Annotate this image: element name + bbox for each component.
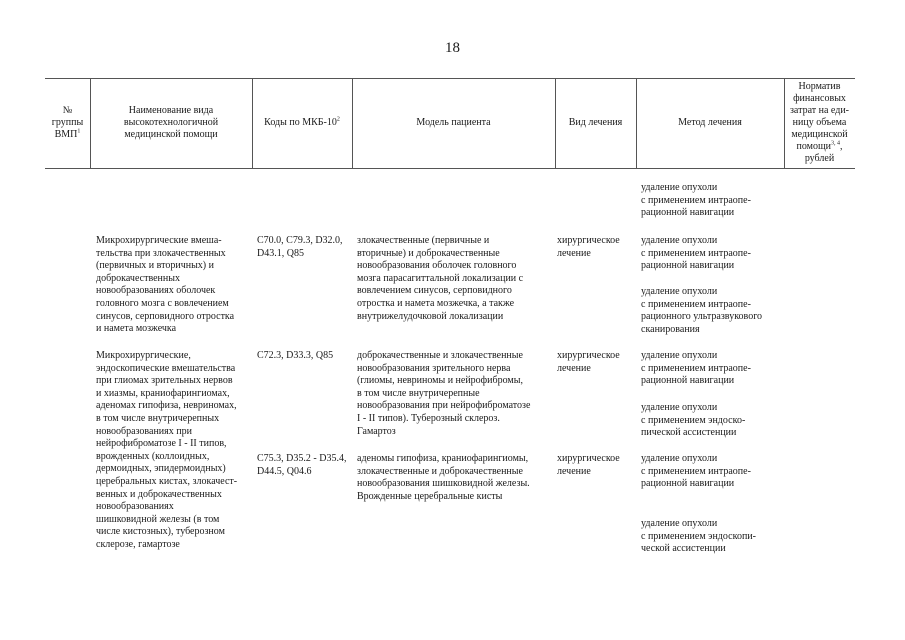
- type-cell: хирургическое лечение: [557, 350, 620, 374]
- codes-cell: C75.3, D35.2 - D35.4, D44.5, Q04.6: [257, 453, 347, 477]
- method-cell: удаление опухоли с применением интраопе- рационной навигации: [641, 182, 751, 219]
- model-cell: злокачественные (первичные и вторичные) и доброкачественные новообразования оболочек головного мозга парасагиттальной локализации с вовлечением синусов, серповидного отростка и намета мозжечка, а также внутрижелудочковой локализации: [357, 235, 524, 322]
- type-cell: хирургическое лечение: [557, 235, 620, 259]
- model-cell: доброкачественные и злокачественные новообразования зрительного нерва (глиомы, невриномы и нейрофибромы, в том числе внутричерепные новообразования при нейрофиброматозе I - II типов). Туберозный склероз. Гамартоз: [357, 350, 531, 437]
- method-cell: удаление опухоли с применением интраопе- рационного ультразвукового сканирования: [641, 286, 763, 335]
- name-cell: Микрохирургические, эндоскопические вмешательства при глиомах зрительных нервов и хиазмы, краниофарингиомах, аденомах гипофиза, невриномах, в том числе внутричерепных новообразованиях при нейрофиброматозе I - II типов, врожденных (коллоидных, дермоидных, эпидермоидных) церебральных кистах, злокачест- венных и доброкачественных новообразованиях шишковидной железы (в том числе кистозных), туберозном склерозе, гамартозе: [96, 350, 238, 550]
- codes-cell: C72.3, D33.3, Q85: [257, 350, 334, 361]
- header-name: Наименование вида высокотехнологичной медицинской помощи: [123, 105, 219, 140]
- header-group: № группы ВМП$^1$: [51, 105, 84, 140]
- codes-cell: C70.0, C79.3, D32.0, D43.1, Q85: [257, 235, 343, 259]
- method-cell: удаление опухоли с применением интраопе- рационной навигации: [641, 453, 751, 490]
- method-cell: удаление опухоли с применением эндоско- пической ассистенции: [641, 402, 746, 439]
- header-type: Вид лечения: [568, 117, 623, 128]
- header-model: Модель пациента: [416, 117, 491, 128]
- method-cell: удаление опухоли с применением интраопе- рационной навигации: [641, 350, 751, 387]
- name-cell: Микрохирургические вмеша- тельства при злокачественных (первичных и вторичных) и доброкачественных новообразованиях оболочек головного мозга с вовлечением синусов, серповидного отростка и намета мозжечка: [96, 235, 235, 335]
- table-header-bottom-border: [45, 168, 855, 169]
- header-codes: Коды по МКБ-$10^2$: [264, 116, 340, 128]
- model-cell: аденомы гипофиза, краниофарингиомы, злокачественные и доброкачественные новообразования шишковидной железы. Врожденные церебральные кисты: [357, 453, 530, 502]
- type-cell: хирургическое лечение: [557, 453, 620, 477]
- header-method: Метод лечения: [678, 117, 742, 128]
- page-number: 18: [445, 40, 460, 56]
- header-norm: Норматив финансовых затрат на еди- ницу объема медицинской помощи$^{3, 4}$, рублей: [789, 81, 850, 164]
- method-cell: удаление опухоли с применением интраопе- рационной навигации: [641, 235, 751, 272]
- method-cell: удаление опухоли с применением эндоскопи- ческой ассистенции: [641, 518, 756, 555]
